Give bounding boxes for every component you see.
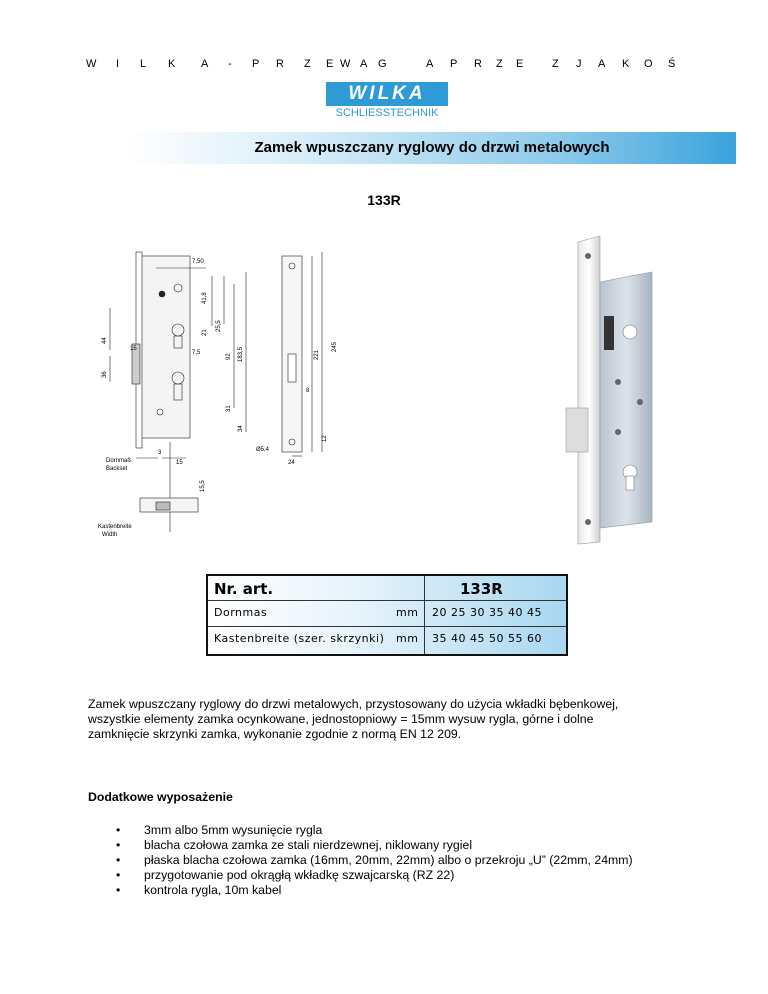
dim-label: 15 xyxy=(130,346,137,352)
extras-list xyxy=(88,823,728,898)
tagline-char: A xyxy=(598,58,606,70)
dim-label: 92 xyxy=(226,353,232,360)
backset-label-en: Backset xyxy=(106,466,128,472)
bullet-icon: • xyxy=(116,853,121,867)
list-item xyxy=(88,853,728,868)
extras-title: Dodatkowe wyposażenie xyxy=(88,790,233,804)
description xyxy=(88,697,688,742)
logo-subtitle: SCHLIESSTECHNIK xyxy=(335,107,439,119)
logo-name: WILKA xyxy=(326,82,448,106)
list-item-text: blacha czołowa zamka ze stali nierdzewnej, niklowany rygiel xyxy=(144,838,473,852)
tagline-char: Z xyxy=(552,58,559,70)
technical-drawing xyxy=(96,232,360,544)
tagline-char: A xyxy=(426,58,434,70)
header-label: Nr. art. xyxy=(214,580,274,598)
dim-label: 15 xyxy=(176,460,183,466)
dim-label: 34 xyxy=(238,425,244,432)
wilka-logo xyxy=(326,82,448,120)
tagline-char: E xyxy=(516,58,524,70)
tagline-char: Z xyxy=(496,58,503,70)
list-item-text: kontrola rygla, 10m kabel xyxy=(144,883,282,897)
list-item-text: płaska blacha czołowa zamka (16mm, 20mm, 22mm) albo o przekroju „U” (22mm, 24mm) xyxy=(144,853,633,867)
dim-label: 21 xyxy=(202,329,208,336)
bullet-icon: • xyxy=(116,823,121,837)
list-item xyxy=(88,883,728,898)
table-row xyxy=(208,606,566,626)
tagline-char: P xyxy=(252,58,260,70)
dim-label: 31 xyxy=(226,405,232,412)
description-line: zamknięcie skrzynki zamka, wykonanie zgodnie z normą EN 12 209. xyxy=(88,727,462,741)
tagline-char: L xyxy=(140,58,147,70)
dim-label: 221 xyxy=(314,349,320,360)
table-row xyxy=(208,632,566,652)
list-item xyxy=(88,838,728,853)
table-divider xyxy=(208,626,566,627)
tagline-char: K xyxy=(168,58,176,70)
width-label: Kastenbreite xyxy=(98,524,132,530)
dim-label: 41,8 xyxy=(202,292,208,304)
bullet-icon: • xyxy=(116,868,121,882)
dim-label: 36 xyxy=(102,371,108,378)
tagline-char: Z xyxy=(304,58,311,70)
dim-label: 7,50 xyxy=(192,259,204,265)
description-line: Zamek wpuszczany ryglowy do drzwi metalowych, przystosowany do użycia wkładki bębenkowej, xyxy=(88,697,619,711)
tagline-char: I xyxy=(116,58,120,70)
tagline-char: A xyxy=(360,58,368,70)
dim-label: 15,5 xyxy=(200,480,206,492)
tagline xyxy=(0,58,768,78)
dim-label: 245 xyxy=(332,341,338,352)
table-header-row xyxy=(208,578,566,600)
row-values: 20 25 30 35 40 45 xyxy=(432,606,542,619)
backset-label: Dornmaß xyxy=(106,458,132,464)
dim-label: 8 xyxy=(306,388,310,394)
row-label: Dornmas xyxy=(214,606,268,619)
dim-label: 44 xyxy=(102,337,108,344)
tagline-char: G xyxy=(378,58,387,70)
model-number: 133R xyxy=(367,192,401,208)
dim-label: 12 xyxy=(322,435,328,442)
tagline-char: W xyxy=(340,58,351,70)
tagline-char: E xyxy=(326,58,334,70)
list-item-text: 3mm albo 5mm wysunięcie rygla xyxy=(144,823,323,837)
bullet-icon: • xyxy=(116,838,121,852)
spec-table xyxy=(206,574,568,656)
list-item-text: przygotowanie pod okrągłą wkładkę szwajcarską (RZ 22) xyxy=(144,868,455,882)
page-title: Zamek wpuszczany ryglowy do drzwi metalowych xyxy=(254,139,610,156)
tagline-char: Ś xyxy=(668,58,676,70)
tagline-char: - xyxy=(228,58,232,70)
width-label-en: Width xyxy=(102,532,118,538)
dim-label: Ø5,4 xyxy=(256,447,270,453)
list-item xyxy=(88,868,728,883)
dim-label: 25,5 xyxy=(216,320,222,332)
tagline-char: W xyxy=(86,58,97,70)
row-unit: mm xyxy=(396,632,419,645)
description-line: wszystkie elementy zamka ocynkowane, jednostopniowy = 15mm wysuw rygla, górne i dolne xyxy=(88,712,594,726)
dim-label: 24 xyxy=(288,460,295,466)
row-unit: mm xyxy=(396,606,419,619)
list-item xyxy=(88,823,728,838)
tagline-char: R xyxy=(276,58,284,70)
dim-label: 3 xyxy=(158,450,162,456)
tagline-char: O xyxy=(644,58,653,70)
bullet-icon: • xyxy=(116,883,121,897)
header-value: 133R xyxy=(460,580,503,598)
tagline-char: J xyxy=(576,58,582,70)
dim-label: 183,5 xyxy=(238,346,244,362)
tagline-char: R xyxy=(474,58,482,70)
tagline-char: P xyxy=(450,58,458,70)
product-photo xyxy=(560,232,670,546)
tagline-char: K xyxy=(622,58,630,70)
title-banner xyxy=(128,132,736,164)
dim-label: 7,5 xyxy=(192,350,201,356)
tagline-char: A xyxy=(201,58,209,70)
row-label: Kastenbreite (szer. skrzynki) xyxy=(214,632,385,645)
table-divider xyxy=(208,600,566,601)
row-values: 35 40 45 50 55 60 xyxy=(432,632,542,645)
